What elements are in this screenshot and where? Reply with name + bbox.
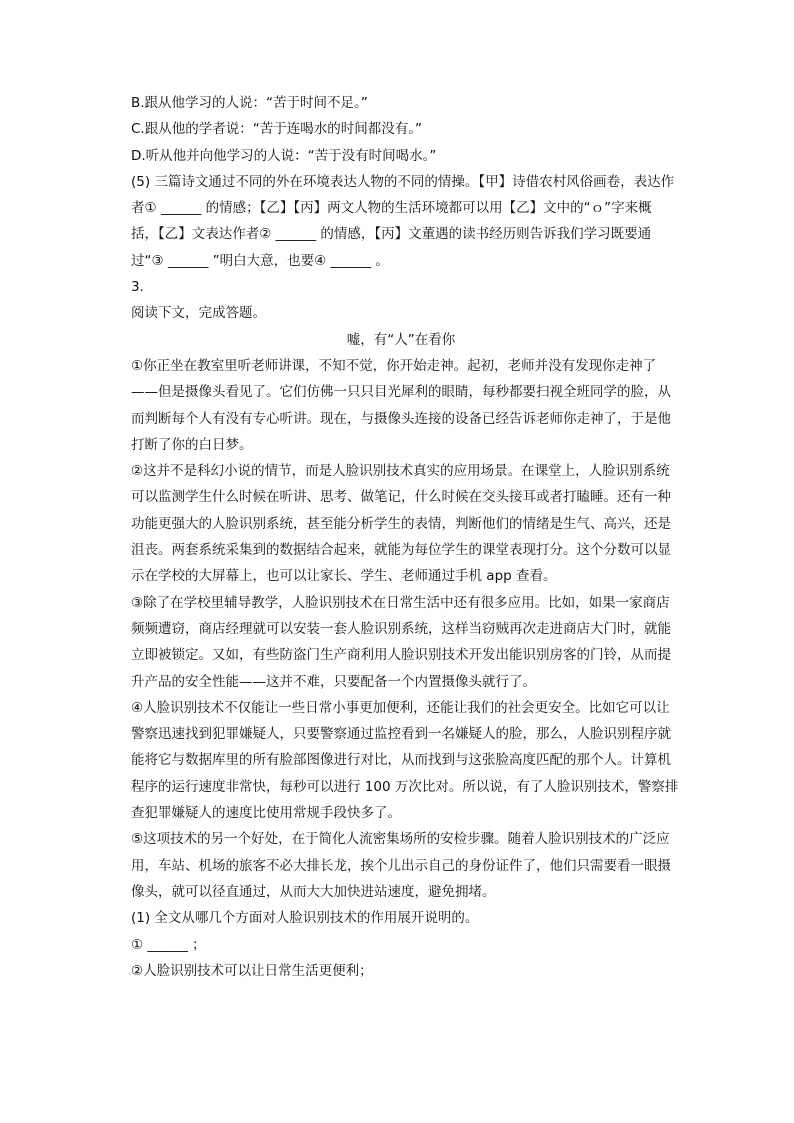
paragraph-3-line-2: 频频遭窃，商店经理就可以安装一套人脸识别系统，这样当窃贼再次走进商店大门时，就能	[131, 620, 671, 637]
option-d: D.听从他并向他学习的人说：“苦于没有时间喝水。”	[131, 147, 437, 164]
answer-1: ① ______ ；	[131, 936, 206, 953]
paragraph-1-line-3: 而判断每个人有没有专心听讲。现在，与摄像头连接的设备已经告诉老师你走神了，于是他	[131, 410, 671, 427]
paragraph-2-line-3: 功能更强大的人脸识别系统，甚至能分析学生的表情，判断他们的情绪是生气、高兴，还是	[131, 515, 671, 532]
document-page	[131, 90, 679, 984]
question-1: (1) 全文从哪几个方面对人脸识别技术的作用展开说明的。	[131, 910, 479, 927]
paragraph-3-line-3: 立即被锁定。又如，有些防盗门生产商利用人脸识别技术开发出能识别房客的门铃，从而提	[131, 647, 671, 664]
paragraph-4-line-4: 程序的运行速度非常快，每秒可以进行 100 万次比对。所以说，有了人脸识别技术，警察排	[131, 778, 679, 795]
paragraph-1-line-2: ——但是摄像头看见了。它们仿佛一只只目光犀利的眼睛，每秒都要扫视全班同学的脸，从	[131, 384, 671, 401]
option-b: B.跟从他学习的人说：“苦于时间不足。”	[131, 95, 368, 111]
question-5-line-3: 括，【乙】文表达作者② ______ 的情感，【丙】文董遇的读书经历则告诉我们学习既要通	[131, 226, 652, 243]
paragraph-5-line-1: ⑤这项技术的另一个好处，在于简化人流密集场所的安检步骤。随着人脸识别技术的广泛应	[131, 831, 670, 848]
paragraph-5-line-3: 像头，就可以径直通过，从而大大加快进站速度，避免拥堵。	[131, 883, 496, 900]
paragraph-4-line-3: 能将它与数据库里的所有脸部图像进行对比，从而找到与这张脸高度匹配的那个人。计算机	[131, 752, 671, 769]
paragraph-4-line-1: ④人脸识别技术不仅能让一些日常小事更加便利，还能让我们的社会更安全。比如它可以让	[131, 699, 670, 716]
paragraph-2-line-1: ②这并不是科幻小说的情节，而是人脸识别技术真实的应用场景。在课堂上，人脸识别系统	[131, 463, 670, 480]
paragraph-2-line-5: 示在学校的大屏幕上，也可以让家长、学生、老师通过手机 app 查看。	[131, 568, 557, 585]
paragraph-5-line-2: 用，车站、机场的旅客不必大排长龙，挨个儿出示自己的身份证件了，他们只需要看一眼摄	[131, 857, 671, 874]
paragraph-2-line-4: 沮丧。两套系统采集到的数据结合起来，就能为每位学生的课堂表现打分。这个分数可以显	[131, 542, 671, 559]
question-5-line-1: (5) 三篇诗文通过不同的外在环境表达人物的不同的情操。【甲】诗借农村风俗画卷，表达作	[131, 173, 675, 190]
option-c: C.跟从他的学者说：“苦于连喝水的时间都没有。”	[131, 121, 422, 138]
question-5-line-4: 过“③ ______ ”明白大意，也要④ ______ 。	[131, 252, 389, 269]
paragraph-2-line-2: 可以监测学生什么时候在听讲、思考、做笔记，什么时候在交头接耳或者打瞌睡。还有一种	[131, 489, 671, 506]
paragraph-1-line-1: ①你正坐在教室里听老师讲课，不知不觉，你开始走神。起初，老师并没有发现你走神了	[131, 357, 657, 374]
article-title: 嘘，有“人”在看你	[346, 331, 456, 348]
paragraph-4-line-2: 警察迅速找到犯罪嫌疑人，只要警察通过监控看到一名嫌疑人的脸，那么，人脸识别程序就	[131, 726, 671, 743]
paragraph-3-line-1: ③除了在学校里辅导教学，人脸识别技术在日常生活中还有很多应用。比如，如果一家商店	[131, 594, 670, 611]
question-5-line-2: 者① ______ 的情感；【乙】【丙】两文人物的生活环境都可以用【乙】文中的“ｏ”字来概	[131, 200, 652, 217]
answer-2: ②人脸识别技术可以让日常生活更便利；	[131, 962, 373, 979]
paragraph-4-line-5: 查犯罪嫌疑人的速度比使用常规手段快多了。	[131, 805, 401, 822]
section-instruction: 阅读下文，完成答题。	[131, 305, 266, 322]
section-number: 3.	[131, 279, 144, 296]
paragraph-3-line-4: 升产品的安全性能——这并不难，只要配备一个内置摄像头就行了。	[131, 673, 536, 690]
paragraph-1-line-4: 打断了你的白日梦。	[131, 436, 253, 453]
